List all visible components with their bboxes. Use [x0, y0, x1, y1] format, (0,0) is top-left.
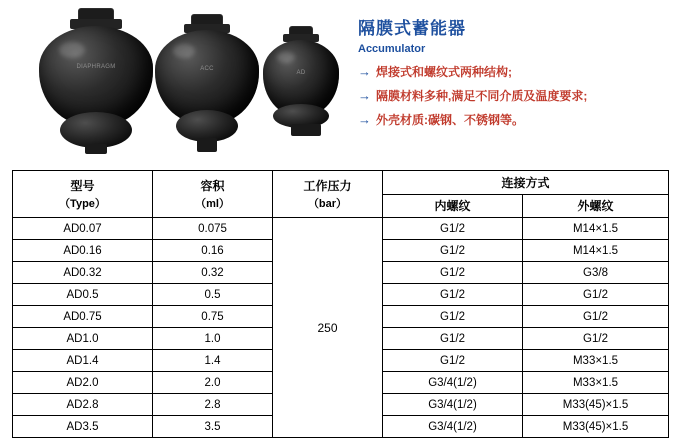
- product-header-section: [0, 0, 680, 160]
- feature-item: [358, 65, 670, 80]
- cell-volume: 2.0: [153, 372, 273, 394]
- specification-table: [12, 170, 669, 438]
- cell-volume: 1.4: [153, 350, 273, 372]
- cell-internal: G3/4(1/2): [383, 372, 523, 394]
- feature-text: 焊接式和螺纹式两种结构;: [376, 65, 512, 79]
- header-pressure-en: （bar）: [307, 198, 348, 210]
- cell-external: G3/8: [523, 262, 669, 284]
- cell-model: AD0.07: [13, 218, 153, 240]
- feature-item: [358, 113, 670, 128]
- product-info: [358, 14, 670, 137]
- cell-internal: G1/2: [383, 306, 523, 328]
- accumulator-small-image: [258, 26, 344, 142]
- header-external-thread: 外螺纹: [523, 194, 669, 218]
- feature-text: 隔膜材料多种,满足不同介质及温度要求;: [376, 89, 588, 103]
- table-header-row: [13, 171, 669, 195]
- product-images: [0, 0, 350, 160]
- cell-external: M14×1.5: [523, 240, 669, 262]
- header-pressure-cn: 工作压力: [303, 179, 352, 193]
- cell-volume: 0.75: [153, 306, 273, 328]
- header-pressure: [273, 171, 383, 218]
- arrow-icon: →: [358, 64, 371, 79]
- header-model-cn: 型号: [70, 179, 95, 193]
- header-model: [13, 171, 153, 218]
- page-title: 隔膜式蓄能器: [358, 19, 466, 38]
- header-internal-thread: 内螺纹: [383, 194, 523, 218]
- cell-external: M14×1.5: [523, 218, 669, 240]
- cell-internal: G3/4(1/2): [383, 394, 523, 416]
- cell-internal: G1/2: [383, 350, 523, 372]
- feature-text: 外壳材质:碳钢、不锈钢等。: [376, 113, 524, 127]
- header-volume-en: （ml）: [195, 198, 230, 210]
- header-volume: [153, 171, 273, 218]
- cell-internal: G1/2: [383, 284, 523, 306]
- page-subtitle: Accumulator: [358, 43, 426, 55]
- cell-external: G1/2: [523, 328, 669, 350]
- cell-pressure: 250: [273, 218, 383, 438]
- table-row: [13, 218, 669, 240]
- accumulator-lower-bell: [60, 112, 132, 148]
- accumulator-port: [197, 138, 217, 152]
- cell-external: M33(45)×1.5: [523, 394, 669, 416]
- cell-model: AD3.5: [13, 416, 153, 438]
- cell-external: G1/2: [523, 306, 669, 328]
- header-volume-cn: 容积: [200, 179, 225, 193]
- cell-external: M33×1.5: [523, 372, 669, 394]
- feature-item: [358, 89, 670, 104]
- cell-external: M33(45)×1.5: [523, 416, 669, 438]
- accumulator-body: [39, 26, 153, 126]
- cell-model: AD2.0: [13, 372, 153, 394]
- cell-external: M33×1.5: [523, 350, 669, 372]
- cell-model: AD0.5: [13, 284, 153, 306]
- arrow-icon: →: [358, 112, 371, 127]
- header-connection: 连接方式: [383, 171, 669, 195]
- cell-internal: G1/2: [383, 218, 523, 240]
- cell-model: AD0.32: [13, 262, 153, 284]
- cell-volume: 2.8: [153, 394, 273, 416]
- cell-volume: 0.075: [153, 218, 273, 240]
- accumulator-body-label: DIAPHRAGM: [76, 64, 116, 70]
- cell-volume: 0.32: [153, 262, 273, 284]
- accumulator-body-label: AD: [296, 70, 306, 76]
- spec-table-container: [12, 170, 668, 438]
- arrow-icon: →: [358, 88, 371, 103]
- accumulator-large-image: [36, 8, 156, 154]
- cell-model: AD1.4: [13, 350, 153, 372]
- cell-internal: G3/4(1/2): [383, 416, 523, 438]
- cell-volume: 1.0: [153, 328, 273, 350]
- cell-model: AD1.0: [13, 328, 153, 350]
- cell-internal: G1/2: [383, 328, 523, 350]
- cell-model: AD2.8: [13, 394, 153, 416]
- accumulator-body-label: ACC: [200, 66, 214, 72]
- cell-volume: 0.5: [153, 284, 273, 306]
- header-model-en: （Type）: [59, 198, 106, 210]
- accumulator-medium-image: [152, 14, 262, 154]
- accumulator-port: [85, 144, 107, 154]
- cell-volume: 0.16: [153, 240, 273, 262]
- accumulator-port: [291, 124, 321, 136]
- cell-external: G1/2: [523, 284, 669, 306]
- cell-internal: G1/2: [383, 240, 523, 262]
- cell-model: AD0.16: [13, 240, 153, 262]
- cell-internal: G1/2: [383, 262, 523, 284]
- cell-volume: 3.5: [153, 416, 273, 438]
- cell-model: AD0.75: [13, 306, 153, 328]
